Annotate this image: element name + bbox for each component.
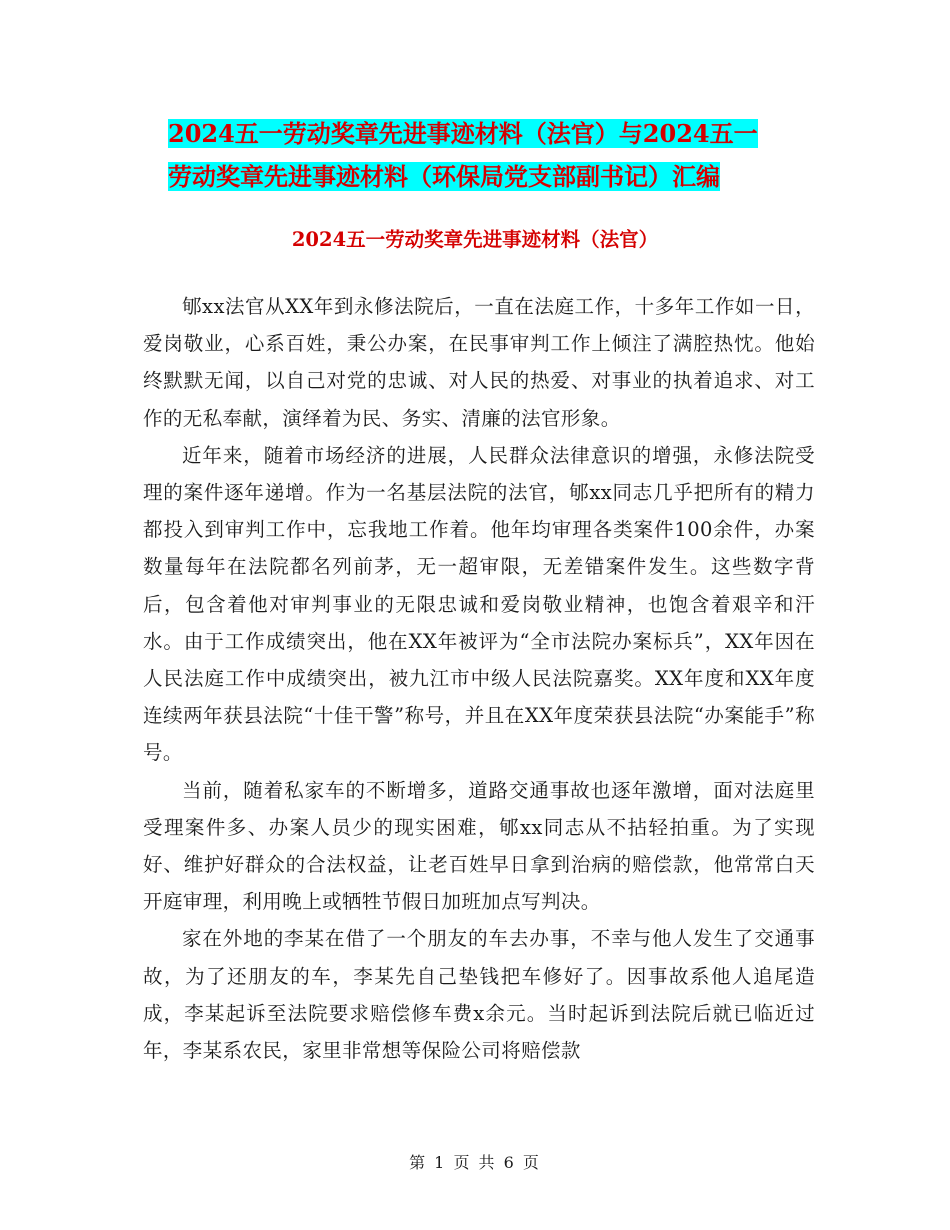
paragraph-3: 当前，随着私家车的不断增多，道路交通事故也逐年激增，面对法庭里受理案件多、办案人员少的现实困难，郇xx同志从不拈轻拍重。为了实现好、维护好群众的合法权益，让老百姓早日拿到治病的赔偿款，他常常白天开庭审理，利用晚上或牺牲节假日加班加点写判决。	[143, 778, 815, 914]
document-title-line-2: 劳动奖章先进事迹材料（环保局党支部副书记）汇编	[168, 162, 720, 191]
document-title	[168, 112, 828, 198]
paragraph-1: 郇xx法官从XX年到永修法院后，一直在法庭工作，十多年工作如一日，爱岗敬业，心系百姓，秉公办案，在民事审判工作上倾注了满腔热忱。他始终默默无闻，以自己对党的忠诚、对人民的热爱、对事业的执着追求、对工作的无私奉献，演绎着为民、务实、清廉的法官形象。	[143, 295, 815, 430]
document-title-line-1: 2024五一劳动奖章先进事迹材料（法官）与2024五一	[168, 119, 758, 148]
section-heading: 2024五一劳动奖章先进事迹材料（法官）	[291, 228, 659, 251]
document-body	[143, 288, 815, 1069]
paragraph-4: 家在外地的李某在借了一个朋友的车去办事，不幸与他人发生了交通事故，为了还朋友的车，李某先自己垫钱把车修好了。因事故系他人追尾造成，李某起诉至法院要求赔偿修车费x余元。当时起诉到法院后就已临近过年，李某系农民，家里非常想等保险公司将赔偿款	[143, 927, 815, 1063]
page-footer: 第 1 页 共 6 页	[409, 1153, 541, 1172]
paragraph-2: 近年来，随着市场经济的进展，人民群众法律意识的增强，永修法院受理的案件逐年递增。作为一名基层法院的法官，郇xx同志几乎把所有的精力都投入到审判工作中，忘我地工作着。他年均审理各类案件100余件，办案数量每年在法院都名列前茅，无一超审限，无差错案件发生。这些数字背后，包含着他对审判事业的无限忠诚和爱岗敬业精神，也饱含着艰辛和汗水。由于工作成绩突出，他在XX年被评为“全市法院办案标兵”，XX年因在人民法庭工作中成绩突出，被九江市中级人民法院嘉奖。XX年度和XX年度连续两年获县法院“十佳干警”称号，并且在XX年度荣获县法院“办案能手”称号。	[143, 443, 815, 765]
